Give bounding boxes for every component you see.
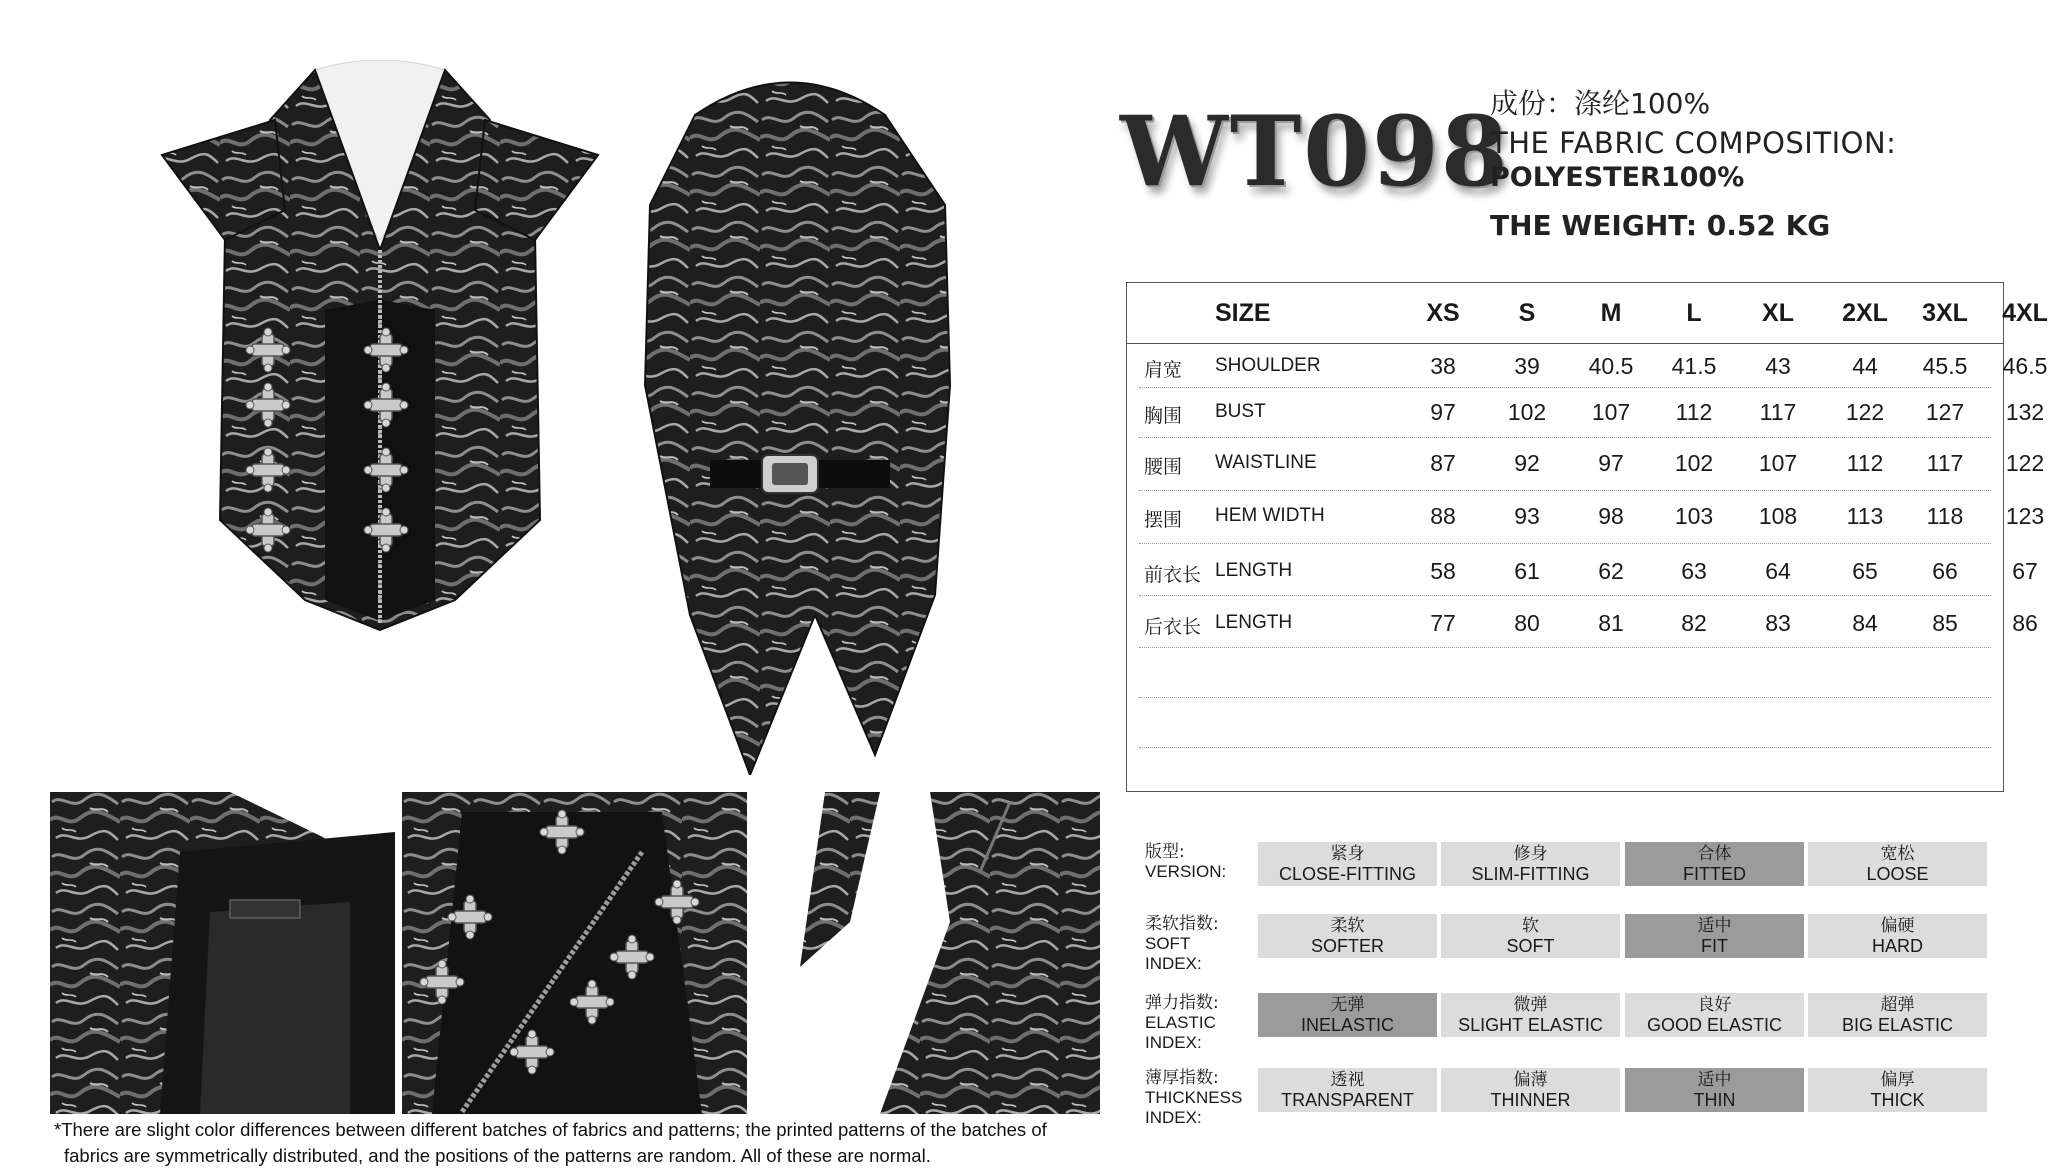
size-cell: 64 [1765,558,1791,584]
weight-label: THE WEIGHT: 0.52 KG [1490,209,1831,242]
attribute-label-line: 薄厚指数: [1145,1068,1219,1088]
option-label-en: INELASTIC [1300,1015,1395,1035]
option-label-cn: 良好 [1697,995,1732,1015]
option-label-en: GOOD ELASTIC [1646,1015,1783,1035]
row-label-en: SHOULDER [1215,355,1321,376]
option-label-en: SOFTER [1310,936,1384,956]
attribute-label-line: THICKNESS [1145,1088,1243,1107]
size-cell: 81 [1598,610,1624,636]
size-header-3xl: 3XL [1922,299,1968,327]
attribute-label [1145,842,1226,882]
size-cell: 97 [1430,399,1456,425]
option-label-en: SLIGHT ELASTIC [1458,1015,1603,1035]
disclaimer-note [54,1117,1134,1169]
size-table [1126,282,2048,792]
attribute-label [1145,993,1219,1053]
option-label-en: THICK [1870,1090,1925,1110]
attribute-option [1625,842,1804,886]
size-cell: 45.5 [1922,353,1968,379]
attribute-option [1441,914,1620,958]
attribute-option [1258,993,1437,1037]
size-cell: 112 [1846,450,1884,476]
size-header-xs: XS [1426,299,1460,327]
attribute-label-line: INDEX: [1145,1108,1202,1127]
product-photo-front [150,60,610,650]
option-label-cn: 偏薄 [1513,1070,1548,1090]
option-label-en: THIN [1693,1090,1736,1110]
size-cell: 122 [2005,450,2045,476]
note-line-2: fabrics are symmetrically distributed, and the positions of the patterns are random. All of these are normal. [64,1145,931,1166]
option-label-en: TRANSPARENT [1281,1090,1414,1110]
row-label-cn: 前衣长 [1144,564,1202,586]
size-cell: 61 [1514,558,1540,584]
size-cell: 43 [1765,353,1791,379]
option-label-cn: 无弹 [1330,995,1365,1015]
size-cell: 77 [1430,610,1456,636]
size-cell: 102 [1674,450,1714,476]
product-photo-back [620,55,980,775]
size-header-2xl: 2XL [1842,299,1888,327]
attribute-option [1808,842,1987,886]
size-cell: 117 [1759,399,1797,425]
size-cell: 97 [1598,450,1624,476]
composition-cn: 成份：涤纶100% [1490,87,1711,120]
option-label-cn: 适中 [1697,916,1732,936]
attribute-label [1145,914,1219,974]
size-cell: 65 [1852,558,1878,584]
row-label-en: LENGTH [1215,560,1293,581]
size-cell: 86 [2012,610,2038,636]
composition-label: THE FABRIC COMPOSITION: [1490,126,1897,160]
size-cell: 63 [1681,558,1707,584]
attribute-option [1808,914,1987,958]
row-label-cn: 腰围 [1144,456,1183,478]
size-header-l: L [1686,299,1702,327]
attribute-option [1441,993,1620,1037]
size-cell: 112 [1675,399,1713,425]
option-label-cn: 修身 [1513,844,1548,864]
size-cell: 41.5 [1671,353,1717,379]
attribute-option [1258,914,1437,958]
size-cell: 103 [1674,503,1714,529]
option-label-cn: 超弹 [1880,995,1915,1015]
size-header-label: SIZE [1215,299,1271,327]
table-row-divider [1139,437,1991,438]
option-label-cn: 微弹 [1513,995,1548,1015]
size-cell: 98 [1598,503,1624,529]
composition-value: POLYESTER100% [1490,162,1745,193]
size-cell: 46.5 [2002,353,2048,379]
table-row-divider [1139,595,1991,596]
note-line-1: *There are slight color differences between different batches of fabrics and patterns; the printed patterns of the batches of [54,1119,1047,1140]
option-label-cn: 合体 [1697,844,1732,864]
table-row-divider [1139,543,1991,544]
detail-photo-clasps [402,792,747,1114]
size-header-4xl: 4XL [2002,299,2048,327]
attribute-option [1808,1068,1987,1112]
size-cell: 122 [1845,399,1885,425]
option-label-en: FITTED [1683,864,1746,884]
size-cell: 80 [1514,610,1540,636]
table-row-divider [1139,490,1991,491]
size-cell: 66 [1932,558,1958,584]
size-cell: 67 [2012,558,2038,584]
size-cell: 87 [1430,450,1456,476]
row-label-cn: 摆围 [1144,509,1183,531]
option-label-en: SLIM-FITTING [1471,864,1590,884]
size-cell: 40.5 [1588,353,1634,379]
option-label-cn: 柔软 [1330,916,1365,936]
size-cell: 108 [1758,503,1798,529]
size-header-s: S [1518,299,1536,327]
attribute-label-line: 弹力指数: [1145,993,1219,1013]
size-cell: 38 [1430,353,1456,379]
attribute-option [1441,842,1620,886]
option-label-en: CLOSE-FITTING [1278,864,1416,884]
option-label-cn: 适中 [1697,1070,1732,1090]
detail-photo-collar [50,792,395,1114]
size-cell: 82 [1681,610,1707,636]
attribute-option [1808,993,1987,1037]
size-cell: 58 [1430,558,1456,584]
size-cell: 84 [1852,610,1878,636]
product-code: WT098 [1120,95,1510,208]
size-cell: 107 [1758,450,1798,476]
attribute-option [1441,1068,1620,1112]
row-label-en: HEM WIDTH [1215,505,1325,526]
option-label-cn: 偏厚 [1880,1070,1915,1090]
attribute-option [1625,993,1804,1037]
table-row-divider [1139,697,1991,698]
attribute-label-line: 柔软指数: [1145,914,1219,934]
size-cell: 107 [1591,399,1631,425]
size-cell: 39 [1514,353,1540,379]
size-cell: 102 [1507,399,1547,425]
attribute-label-line: INDEX: [1145,1033,1202,1052]
attribute-option [1258,1068,1437,1112]
option-label-en: SOFT [1506,936,1555,956]
row-label-cn: 后衣长 [1144,616,1202,638]
option-label-en: LOOSE [1866,864,1929,884]
attribute-label-line: INDEX: [1145,954,1202,973]
row-label-cn: 胸围 [1144,405,1183,427]
attribute-label-line: SOFT [1145,934,1191,953]
option-label-en: FIT [1701,936,1728,956]
row-label-en: LENGTH [1215,612,1293,633]
table-row-divider [1139,747,1991,748]
size-cell: 113 [1846,503,1884,529]
row-label-cn: 肩宽 [1144,359,1183,381]
size-cell: 118 [1926,503,1964,529]
table-row-divider [1139,387,1991,388]
size-cell: 62 [1598,558,1624,584]
row-label-en: BUST [1215,401,1266,422]
option-label-en: THINNER [1490,1090,1571,1110]
size-cell: 123 [2005,503,2045,529]
option-label-en: BIG ELASTIC [1841,1015,1954,1035]
size-cell: 132 [2005,399,2045,425]
attribute-option [1258,842,1437,886]
detail-photo-tail [780,792,1100,1114]
attribute-label-line: ELASTIC [1145,1013,1216,1032]
option-label-cn: 透视 [1330,1070,1365,1090]
size-header-xl: XL [1762,299,1794,327]
attribute-label [1145,1068,1242,1128]
size-cell: 93 [1514,503,1540,529]
option-label-cn: 宽松 [1880,844,1915,864]
option-label-en: HARD [1871,936,1923,956]
size-cell: 83 [1765,610,1791,636]
attribute-label-line: 版型: [1145,842,1185,862]
attribute-option [1625,1068,1804,1112]
table-row-divider [1139,647,1991,648]
size-cell: 127 [1925,399,1965,425]
option-label-cn: 软 [1522,916,1539,936]
option-label-cn: 偏硬 [1880,916,1915,936]
size-cell: 44 [1852,353,1878,379]
row-label-en: WAISTLINE [1215,452,1317,473]
size-header-m: M [1600,299,1622,327]
size-cell: 88 [1430,503,1456,529]
size-cell: 85 [1932,610,1958,636]
size-cell: 117 [1926,450,1964,476]
attribute-label-line: VERSION: [1145,862,1227,881]
attribute-option [1625,914,1804,958]
option-label-cn: 紧身 [1330,844,1365,864]
size-cell: 92 [1514,450,1540,476]
